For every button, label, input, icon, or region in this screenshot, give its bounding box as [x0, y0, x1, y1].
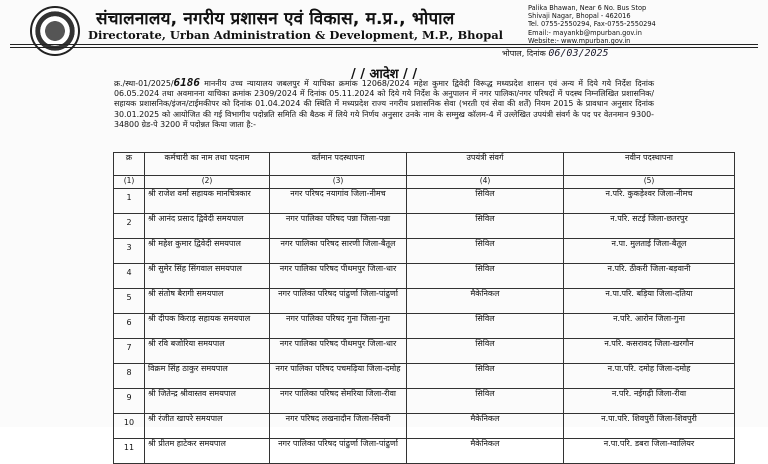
cadre: मैकेनिकल	[407, 439, 564, 464]
date-value-handwritten: 06/03/2025	[548, 48, 609, 59]
employee-name: श्री रवि बजोरिया समयपाल	[145, 339, 270, 364]
row-number: 2	[114, 214, 145, 239]
employee-name: श्री संतोष बैरागी समयपाल	[145, 289, 270, 314]
header-sr: क्र	[114, 153, 145, 176]
row-number: 10	[114, 414, 145, 439]
table-row	[114, 339, 735, 364]
employee-name: श्री प्रीतम हाटेकर समयपाल	[145, 439, 270, 464]
date-label: भोपाल, दिनांक	[502, 49, 546, 58]
address-line: Website:- www.mpurban.gov.in	[528, 36, 631, 45]
table-row	[114, 364, 735, 389]
org-name-english: Directorate, Urban Administration & Development, M.P., Bhopal	[88, 28, 504, 42]
employee-name: श्री सुमेर सिंह सिंगवाल समयपाल	[145, 264, 270, 289]
employee-name: श्री राजेश वर्मा सहायक मानचित्रकार	[145, 189, 270, 214]
row-number: 11	[114, 439, 145, 464]
current-posting: नगर पालिका परिषद सारणी जिला-बैतूल	[270, 239, 407, 264]
cadre: सिविल	[407, 189, 564, 214]
row-number: 5	[114, 289, 145, 314]
employee-name: श्री दीपक किराड़ सहायक समयपाल	[145, 314, 270, 339]
cadre: सिविल	[407, 339, 564, 364]
address-line: Palika Bhawan, Near 6 No. Bus Stop	[528, 4, 647, 12]
order-date	[502, 48, 609, 59]
column-number: (3)	[270, 176, 407, 189]
table-body	[114, 189, 735, 464]
row-number: 7	[114, 339, 145, 364]
row-number: 9	[114, 389, 145, 414]
table-row	[114, 189, 735, 214]
column-number: (1)	[114, 176, 145, 189]
header-divider	[10, 44, 758, 45]
cadre: सिविल	[407, 314, 564, 339]
cadre: सिविल	[407, 364, 564, 389]
table-row	[114, 214, 735, 239]
address-line: Email:- mayankb@mpurban.gov.in	[528, 28, 642, 37]
header-current-posting: वर्तमान पदस्थापना	[270, 153, 407, 176]
current-posting: नगर पालिका परिषद गुना जिला-गुना	[270, 314, 407, 339]
current-posting: नगर पालिका परिषद सेमरिया जिला-रीवा	[270, 389, 407, 414]
column-number: (5)	[564, 176, 735, 189]
table-row	[114, 264, 735, 289]
table-header-row	[114, 153, 735, 176]
table-row	[114, 389, 735, 414]
new-posting: न.परि. ठीकरी जिला-बड़वानी	[564, 264, 735, 289]
government-seal-icon	[30, 6, 80, 56]
row-number: 8	[114, 364, 145, 389]
row-number: 1	[114, 189, 145, 214]
row-number: 6	[114, 314, 145, 339]
cadre: सिविल	[407, 264, 564, 289]
header-new-posting: नवीन पदस्थापना	[564, 153, 735, 176]
column-number: (4)	[407, 176, 564, 189]
employee-name: श्री महेश कुमार द्विवेदी समयपाल	[145, 239, 270, 264]
table-row	[114, 414, 735, 439]
header-cadre: उपयंत्री संवर्ग	[407, 153, 564, 176]
new-posting: न.पा. मुलताई जिला-बैतूल	[564, 239, 735, 264]
table-row	[114, 314, 735, 339]
header-divider-thin	[10, 47, 758, 48]
employee-name: विक्रम सिंह ठाकुर समयपाल	[145, 364, 270, 389]
row-number: 3	[114, 239, 145, 264]
ref-number-handwritten: 6186	[173, 76, 201, 89]
address-line: Shivaji Nagar, Bhopal - 462016	[528, 12, 631, 21]
table-row	[114, 439, 735, 464]
current-posting: नगर परिषद लखनादौन जिला-सिवनी	[270, 414, 407, 439]
new-posting: न.परि. सटई जिला-छतरपुर	[564, 214, 735, 239]
table-row	[114, 289, 735, 314]
row-number: 4	[114, 264, 145, 289]
cadre: सिविल	[407, 239, 564, 264]
header-employee: कर्मचारी का नाम तथा पदनाम	[145, 153, 270, 176]
new-posting: न.परि. कुकड़ेश्वर जिला-नीमच	[564, 189, 735, 214]
cadre: मैकेनिकल	[407, 414, 564, 439]
current-posting: नगर पालिका परिषद पांढुर्णा जिला-पांढुर्णा	[270, 439, 407, 464]
cadre: सिविल	[407, 389, 564, 414]
current-posting: नगर पालिका परिषद पन्ना जिला-पन्ना	[270, 214, 407, 239]
new-posting: न.परि. नईगढ़ी जिला-रीवा	[564, 389, 735, 414]
new-posting: न.पा.परि. शिवपुरी जिला-शिवपुरी	[564, 414, 735, 439]
current-posting: नगर परिषद नयागांव जिला-नीमच	[270, 189, 407, 214]
contact-address	[528, 4, 764, 45]
new-posting: न.पा.परि. दमोह जिला-दमोह	[564, 364, 735, 389]
column-number-row	[114, 176, 735, 189]
order-body	[114, 78, 654, 130]
new-posting: न.पा.परि. डबरा जिला-ग्वालियर	[564, 439, 735, 464]
cadre: मैकेनिकल	[407, 289, 564, 314]
order-body-text: माननीय उच्च न्यायालय जबलपुर में याचिका क्रमांक 12068/2024 महेश कुमार द्विवेदी विरूद्ध मध्यप्रदेश शासन एवं अन्य में दिये गये निर्देश दिनांक 06.05.2024 तथा अवमानना याचिका क्रमांक 2309/2024 में दिनांक 05.11.2024 को दिये गये निर्देश के अनुपालन में नगर पालिका/नगर परिषदों में पदस्थ निम्नलिखित प्रशासनिक/सहायक प्रशासनिक/इंजन/टाईमकीपर को दिनांक 01.04.2024 की स्थिति में मध्यप्रदेश राज्य नगरीय प्रशासनिक सेवा (भरती एवं सेवा की शर्तें) नियम 2015 के प्रावधान अनुसार दिनांक 30.01.2025 को आयोजित की गई विभागीय पदोन्नति समिति की बैठक में लिये गये निर्णय अनुसार उनके नाम के सम्मुख कॉलम-4 में उल्लेखित उपयंत्री संवर्ग के पद पर वेतनमान 9300-34800 ग्रेड-पे 3200 में पदोन्नत किया जाता है:-	[114, 79, 655, 129]
current-posting: नगर पालिका परिषद पीथमपुर जिला-धार	[270, 264, 407, 289]
cadre: सिविल	[407, 214, 564, 239]
current-posting: नगर पालिका परिषद पचमढ़िया जिला-दमोह	[270, 364, 407, 389]
employee-name: श्री रंजीत खापरे समयपाल	[145, 414, 270, 439]
column-number: (2)	[145, 176, 270, 189]
address-line: Tel. 0755-2550294, Fax-0755-2550294	[528, 20, 656, 29]
new-posting: न.परि. कसरावद जिला-खरगौन	[564, 339, 735, 364]
current-posting: नगर पालिका परिषद पीथमपुर जिला-धार	[270, 339, 407, 364]
new-posting: न.पा.परि. बड़िया जिला-दतिया	[564, 289, 735, 314]
letterhead	[0, 0, 768, 66]
current-posting: नगर पालिका परिषद पांढुर्णा जिला-पांढुर्णा	[270, 289, 407, 314]
employee-name: श्री जितेन्द्र श्रीवास्तव समयपाल	[145, 389, 270, 414]
order-title: / / आदेश / /	[350, 67, 418, 82]
ref-prefix: क्र./स्था-01/2025/	[114, 79, 174, 88]
org-name-hindi: संचालनालय, नगरीय प्रशासन एवं विकास, म.प्र., भोपाल	[96, 9, 455, 29]
new-posting: न.परि. आरोन जिला-गुना	[564, 314, 735, 339]
promotion-table	[113, 152, 735, 464]
employee-name: श्री आनंद प्रसाद द्विवेदी समयपाल	[145, 214, 270, 239]
table-row	[114, 239, 735, 264]
